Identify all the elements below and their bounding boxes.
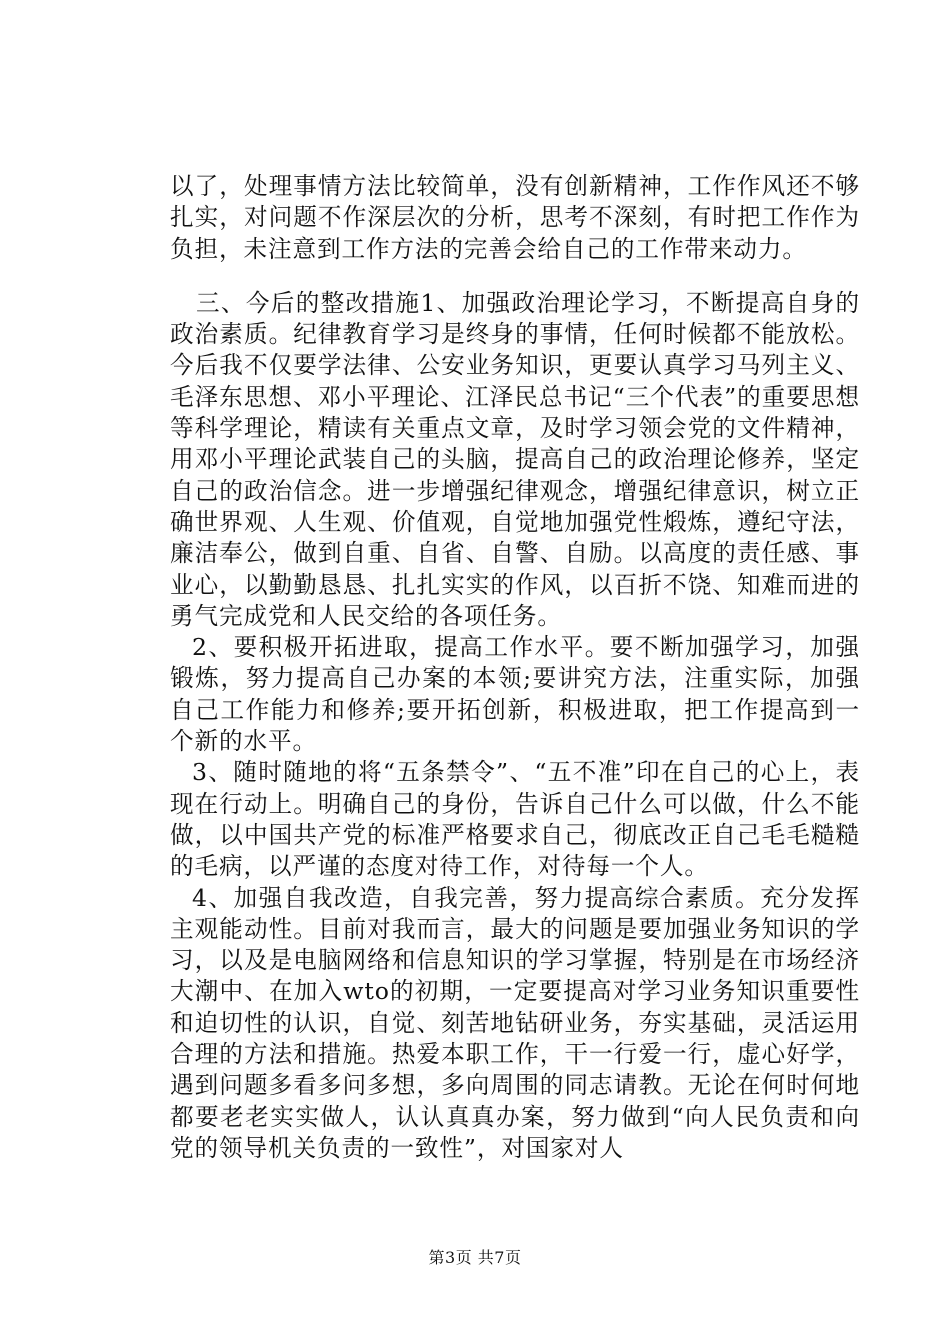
paragraph-item-2: 2、要积极开拓进取，提高工作水平。要不断加强学习，加强锻炼，努力提高自己办案的本领;要讲究方法，注重实际，加强自己工作能力和修养;要开拓创新，积极进取，把工作提高到一个新的水平。	[170, 633, 860, 756]
paragraph-continuation: 以了，处理事情方法比较简单，没有创新精神，工作作风还不够扎实，对问题不作深层次的分析，思考不深刻，有时把工作作为负担，未注意到工作方法的完善会给自己的工作带来动力。	[170, 172, 860, 263]
paragraph-item-3: 3、随时随地的将“五条禁令”、“五不准”印在自己的心上，表现在行动上。明确自己的身份，告诉自己什么可以做，什么不能做，以中国共产党的标准严格要求自己，彻底改正自己毛毛糙糙的毛病，以严谨的态度对待工作，对待每一个人。	[170, 758, 860, 881]
page-footer	[0, 1245, 950, 1268]
document-body	[170, 171, 860, 1164]
paragraph-rectification-measures: 三、今后的整改措施1、加强政治理论学习，不断提高自身的政治素质。纪律教育学习是终身的事情，任何时候都不能放松。今后我不仅要学法律、公安业务知识，更要认真学习马列主义、毛泽东思想、邓小平理论、江泽民总书记“三个代表”的重要思想等科学理论，精读有关重点文章，及时学习领会党的文件精神，用邓小平理论武装自己的头脑，提高自己的政治理论修养，坚定自己的政治信念。进一步增强纪律观念，增强纪律意识，树立正确世界观、人生观、价值观，自觉地加强党性煅炼，遵纪守法，廉洁奉公，做到自重、自省、自警、自励。以高度的责任感、事业心，以勤勤恳恳、扎扎实实的作风，以百折不饶、知难而进的勇气完成党和人民交给的各项任务。	[170, 288, 860, 630]
paragraph-item-4: 4、加强自我改造，自我完善，努力提高综合素质。充分发挥主观能动性。目前对我而言，最大的问题是要加强业务知识的学习，以及是电脑网络和信息知识的学习掌握，特别是在市场经济大潮中、在加入wto的初期，一定要提高对学习业务知识重要性和迫切性的认识，自觉、刻苦地钻研业务，夯实基础，灵活运用合理的方法和措施。热爱本职工作，干一行爱一行，虚心好学，遇到问题多看多问多想，多向周围的同志请教。无论在何时何地都要老老实实做人，认认真真办案，努力做到“向人民负责和向党的领导机关负责的一致性”，对国家对人	[170, 883, 860, 1162]
page-number: 第3页 共7页	[428, 1248, 522, 1267]
